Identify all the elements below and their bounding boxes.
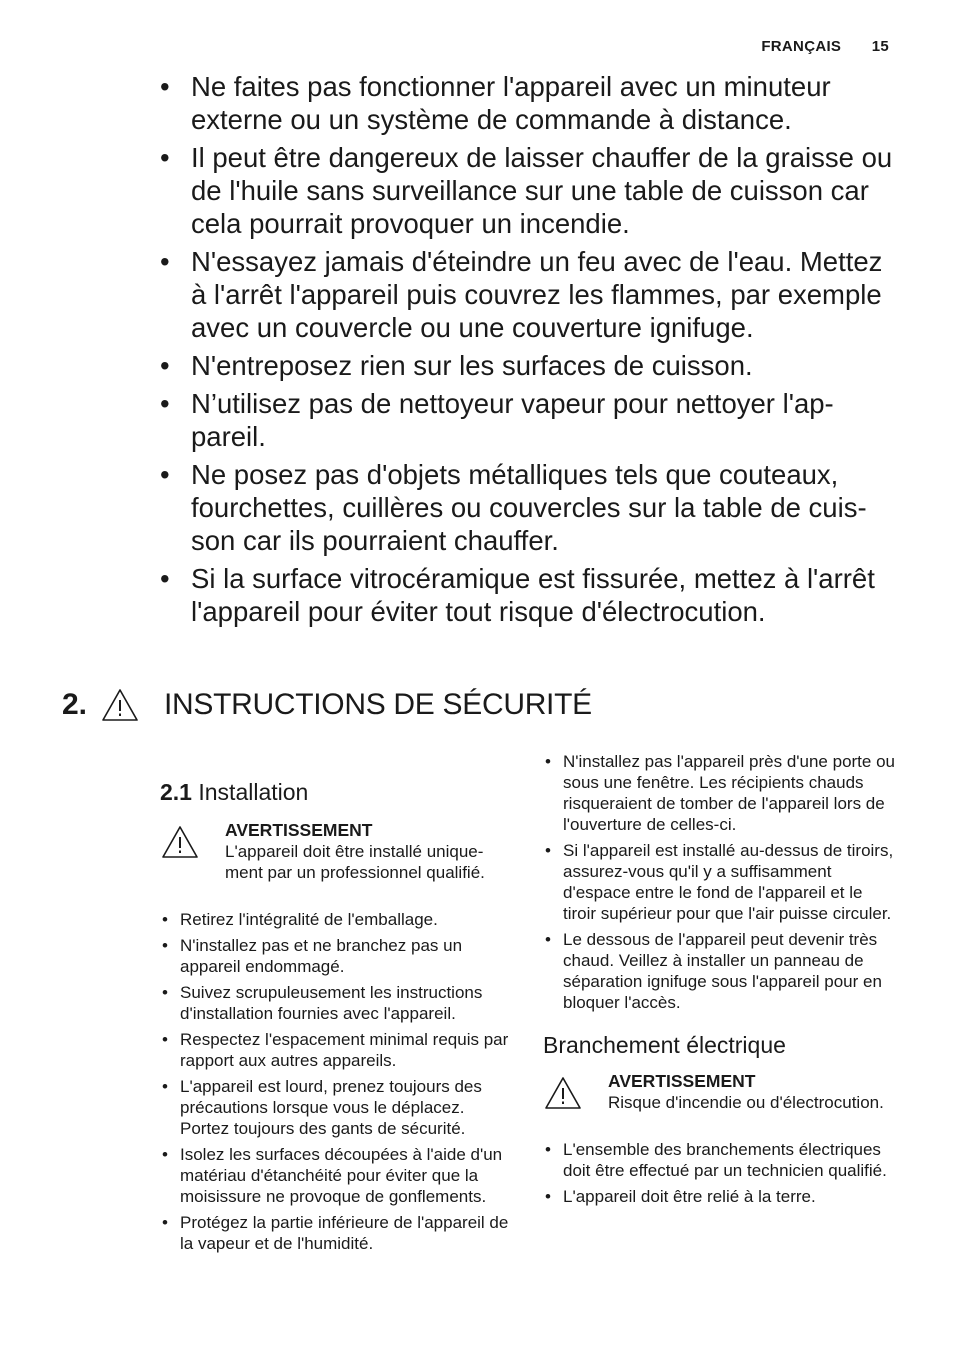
list-item: • Il peut être dangereux de laisser chauffer de la graisse ou de l'huile sans surveillance sur une table de cuisson car cela pourrait provoquer un incendie.: [160, 141, 895, 240]
warning-title: AVERTISSEMENT: [608, 1071, 756, 1091]
subsection-heading: [160, 778, 515, 806]
list-item: • Le dessous de l'appareil peut devenir très chaud. Veillez à installer un panneau de séparation ignifuge sous l'appareil pour en bloquer l'accès.: [543, 929, 895, 1013]
top-bullet-list: [160, 70, 895, 633]
installation-warning: [160, 820, 515, 883]
left-column: [160, 770, 515, 1259]
electrical-warning: [543, 1071, 895, 1113]
warning-triangle-icon: [100, 687, 140, 723]
page-number: 15: [871, 38, 889, 55]
warning-text: Risque d'incendie ou d'électrocution.: [608, 1093, 884, 1112]
installation-list: [160, 909, 515, 1254]
page-header: [761, 38, 889, 55]
list-item: • N'entreposez rien sur les surfaces de cuisson.: [160, 349, 895, 382]
warning-triangle-icon: [160, 824, 200, 860]
subsection-number: 2.1: [160, 779, 192, 805]
warning-content: [225, 820, 515, 883]
list-item: • Ne faites pas fonctionner l'appareil avec un minuteur externe ou un système de commande à distance.: [160, 70, 895, 136]
installation-list-continued: [543, 751, 895, 1013]
list-item: • Isolez les surfaces découpées à l'aide d'un matériau d'étanchéité pour éviter que la moisissure ne provoque de gonflements.: [160, 1144, 515, 1207]
list-item: • Retirez l'intégralité de l'emballage.: [160, 909, 515, 930]
list-item: • L'appareil est lourd, prenez toujours des précautions lorsque vous le déplacez. Portez toujours des gants de sécurité.: [160, 1076, 515, 1139]
electrical-heading: Branchement électrique: [543, 1032, 786, 1058]
list-item: • Respectez l'espacement minimal requis par rapport aux autres appareils.: [160, 1029, 515, 1071]
section-heading: [62, 680, 592, 730]
list-item: • Ne posez pas d'objets métalliques tels que couteaux, fourchettes, cuillères ou couvercles sur la table de cuisson car ils pourraient chauffer.: [160, 458, 895, 557]
language-label: FRANÇAIS: [761, 38, 842, 55]
list-item: • N'installez pas l'appareil près d'une porte ou sous une fenêtre. Les récipients chauds risqueraient de tomber de l'appareil lors de l'ouverture de celles-ci.: [543, 751, 895, 835]
warning-title: AVERTISSEMENT: [225, 820, 373, 840]
subsection-title: Installation: [198, 779, 309, 805]
warning-content: [608, 1071, 884, 1113]
section-title: INSTRUCTIONS DE SÉCURITÉ: [164, 688, 592, 721]
list-item: • Si l'appareil est installé au-dessus de tiroirs, assurez-vous qu'il y a suffisamment d'espace entre le fond de l'appareil et le tiroir supérieur pour que l'air puisse circuler.: [543, 840, 895, 924]
list-item: • Si la surface vitrocéramique est fissurée, mettez à l'arrêt l'appareil pour éviter tout risque d'électrocution.: [160, 562, 895, 628]
list-item: • Protégez la partie inférieure de l'appareil de la vapeur et de l'humidité.: [160, 1212, 515, 1254]
section-number: 2.: [62, 688, 88, 721]
right-column: [543, 751, 895, 1212]
list-item: • N'essayez jamais d'éteindre un feu avec de l'eau. Mettez à l'arrêt l'appareil puis couvrez les flammes, par exemple avec un couvercle ou une couverture ignifuge.: [160, 245, 895, 344]
warning-triangle-icon: [543, 1075, 583, 1111]
list-item: • N'installez pas et ne branchez pas un appareil endommagé.: [160, 935, 515, 977]
electrical-list: [543, 1139, 895, 1207]
list-item: • L'appareil doit être relié à la terre.: [543, 1186, 895, 1207]
list-item: • N’utilisez pas de nettoyeur vapeur pour nettoyer l'appareil.: [160, 387, 895, 453]
warning-text: L'appareil doit être installé uniquement par un professionnel qualifié.: [225, 842, 485, 882]
list-item: • L'ensemble des branchements électriques doit être effectué par un technicien qualifié.: [543, 1139, 895, 1181]
list-item: • Suivez scrupuleusement les instructions d'installation fournies avec l'appareil.: [160, 982, 515, 1024]
